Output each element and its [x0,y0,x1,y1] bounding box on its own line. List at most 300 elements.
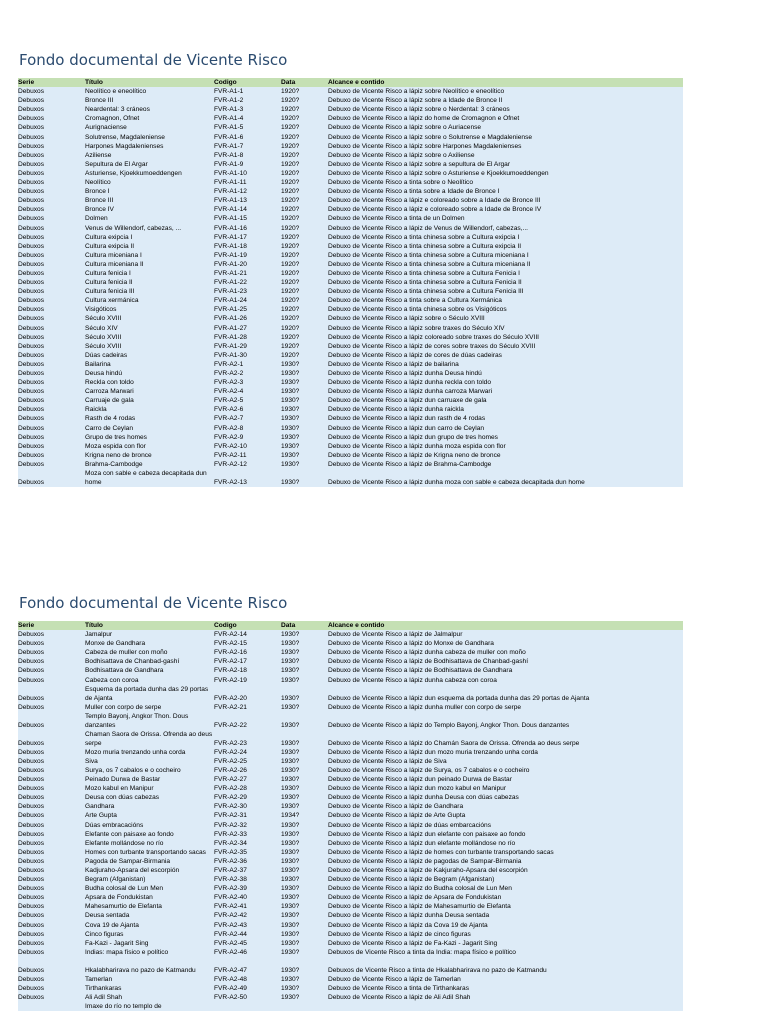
cell-data: 1920? [281,205,328,214]
cell-titulo: Mozo muria trenzando unha corda [85,748,214,757]
cell-alcance: Debuxo de Vicente Risco a lápiz de Venus de Willendorf, cabezas,... [328,223,683,232]
cell-alcance: Debuxo de Vicente Risco a lápiz de Ali Adil Shah [328,993,683,1002]
cell-data [281,1002,328,1011]
cell-serie: Debuxos [18,802,85,811]
cell-alcance: Debuxo de Vicente Risco a lápiz dunha reckla con toldo [328,378,683,387]
table-row [18,423,683,432]
header-serie: Serie [18,78,85,87]
cell-serie: Debuxos [18,187,85,196]
cell-titulo: Brahma-Cambodge [85,460,214,469]
cell-titulo: Aziliense [85,151,214,160]
cell-serie: Debuxos [18,342,85,351]
cell-data: 1930? [281,748,328,757]
cell-codigo: FVR-A2-29 [214,793,281,802]
cell-alcance: Debuxo de Vicente Risco a tinta sobre a Cultura Xermánica [328,296,683,305]
cell-codigo: FVR-A2-5 [214,396,281,405]
cell-alcance: Debuxo de Vicente Risco a lápiz dunha carroza Marwari [328,387,683,396]
cell-alcance: Debuxos de Vicente Risco a tinta da India: mapa físico e político [328,948,683,957]
cell-serie: Debuxos [18,875,85,884]
sheet-title: Fondo documental de Vicente Risco [19,51,288,69]
cell-serie: Debuxos [18,748,85,757]
cell-codigo: FVR-A1-6 [214,132,281,141]
cell-alcance: Debuxo de Vicente Risco a lápiz sobre a Idade de Bronce II [328,96,683,105]
table-row [18,223,683,232]
header-codigo: Codigo [214,621,281,630]
cell-serie: Debuxos [18,296,85,305]
table-row [18,685,683,703]
cell-codigo: FVR-A2-48 [214,975,281,984]
table-row [18,251,683,260]
cell-codigo: FVR-A1-7 [214,142,281,151]
cell-alcance: Debuxo de Vicente Risco a tinta chinesa sobre a Cultura Fenicia II [328,278,683,287]
cell-alcance: Debuxo de Vicente Risco a lápiz dun carro de Ceylan [328,423,683,432]
cell-serie: Debuxos [18,223,85,232]
cell-titulo: Visigóticos [85,305,214,314]
cell-data: 1930? [281,703,328,712]
cell-serie: Debuxos [18,160,85,169]
cell-codigo: FVR-A2-44 [214,930,281,939]
table-row [18,187,683,196]
cell-data: 1920? [281,233,328,242]
cell-serie: Debuxos [18,766,85,775]
cell-data: 1930? [281,902,328,911]
cell-data: 1930? [281,433,328,442]
table-row [18,857,683,866]
cell-codigo: FVR-A2-20 [214,685,281,703]
cell-titulo: Begram (Afganistan) [85,875,214,884]
cell-serie: Debuxos [18,442,85,451]
cell-serie: Debuxos [18,630,85,639]
cell-alcance: Debuxo de Vicente Risco a tinta de Tirthankaras [328,984,683,993]
cell-codigo: FVR-A1-19 [214,251,281,260]
cell-titulo: Surya, os 7 cabalos e o cocheiro [85,766,214,775]
header-titulo: Título [85,78,214,87]
table-row [18,875,683,884]
cell-data: 1930? [281,939,328,948]
cell-titulo: Pagoda de Sampar-Birmania [85,857,214,866]
table-row [18,433,683,442]
cell-alcance: Debuxo de Vicente Risco a lápiz de Bodhisattava de Chanbad-gashí [328,657,683,666]
cell-codigo: FVR-A1-12 [214,187,281,196]
cell-codigo: FVR-A1-1 [214,87,281,96]
cell-data: 1930? [281,666,328,675]
header-row [18,621,683,630]
cell-titulo: Bodhisattava de Gandhara [85,666,214,675]
cell-data: 1920? [281,269,328,278]
cell-serie: Debuxos [18,666,85,675]
cell-alcance: Debuxo de Vicente Risco a lápiz da Cova 19 de Ajanta [328,920,683,929]
cell-serie: Debuxos [18,648,85,657]
table-row [18,169,683,178]
cell-data: 1930? [281,396,328,405]
cell-codigo: FVR-A2-8 [214,423,281,432]
cell-data: 1930? [281,757,328,766]
cell-titulo: Harpones Magdalenienses [85,142,214,151]
table-row [18,712,683,730]
cell-data: 1930? [281,657,328,666]
table-row [18,469,683,487]
cell-codigo: FVR-A2-25 [214,757,281,766]
cell-alcance: Debuxo de Vicente Risco a tinta chinesa sobre a Cultura miceniana II [328,260,683,269]
cell-data: 1930? [281,857,328,866]
cell-codigo: FVR-A2-3 [214,378,281,387]
cell-data: 1920? [281,151,328,160]
cell-data: 1930? [281,451,328,460]
cell-data: 1930? [281,802,328,811]
table-row [18,414,683,423]
cell-codigo: FVR-A2-15 [214,639,281,648]
cell-codigo: FVR-A1-10 [214,169,281,178]
table-row [18,333,683,342]
cell-codigo: FVR-A2-38 [214,875,281,884]
cell-serie: Debuxos [18,784,85,793]
table-row [18,378,683,387]
table-row [18,360,683,369]
table-row [18,948,683,957]
cell-serie: Debuxos [18,142,85,151]
cell-alcance: Debuxo de Vicente Risco a lápiz sobre o Século XVIII [328,314,683,323]
cell-data: 1930? [281,766,328,775]
cell-titulo: Cultura miceniana II [85,260,214,269]
cell-serie: Debuxos [18,314,85,323]
cell-alcance: Debuxo de Vicente Risco a lápiz e coloreado sobre a Idade de Bronce IV [328,205,683,214]
cell-titulo: Cultura exipcia I [85,233,214,242]
cell-titulo: Neardental: 3 cráneos [85,105,214,114]
cell-titulo: Cova 19 de Ajanta [85,920,214,929]
cell-codigo: FVR-A2-4 [214,387,281,396]
cell-alcance: Debuxo de Vicente Risco a tinta chinesa sobre a Cultura Fenicia I [328,269,683,278]
table-row [18,630,683,639]
table-row [18,639,683,648]
table-row [18,323,683,332]
cell-titulo: Bronce III [85,96,214,105]
cell-titulo: Cultura xermánica [85,296,214,305]
cell-alcance [328,1002,683,1011]
cell-titulo: Gandhara [85,802,214,811]
table-row [18,214,683,223]
cell-serie: Debuxos [18,196,85,205]
cell-titulo: Tamerlan [85,975,214,984]
cell-codigo: FVR-A2-45 [214,939,281,948]
cell-titulo: Venus de Willendorf, cabezas, ... [85,223,214,232]
table-row [18,811,683,820]
cell-serie: Debuxos [18,387,85,396]
cell-serie: Debuxos [18,287,85,296]
cell-alcance: Debuxo de Vicente Risco a lápiz do Templo Bayonj, Angkor Thon. Dous danzantes [328,712,683,730]
cell-titulo: Elefante con paisaxe ao fondo [85,830,214,839]
table-row [18,387,683,396]
cell-alcance: Debuxo de Vicente Risco a tinta chinesa sobre a Cultura exipcia II [328,242,683,251]
cell-serie: Debuxos [18,451,85,460]
cell-data: 1930? [281,911,328,920]
cell-data: 1920? [281,132,328,141]
cell-titulo: Século XVIII [85,333,214,342]
cell-alcance: Debuxo de Vicente Risco a tinta chinesa sobre a Cultura exipcia I [328,233,683,242]
cell-codigo: FVR-A1-16 [214,223,281,232]
cell-titulo: Cultura fenicia III [85,287,214,296]
cell-serie: Debuxos [18,178,85,187]
cell-titulo: Bronce IV [85,205,214,214]
table-row [18,287,683,296]
cell-data: 1920? [281,196,328,205]
cell-serie: Debuxos [18,333,85,342]
cell-titulo: Dúas cadeiras [85,351,214,360]
cell-alcance: Debuxo de Vicente Risco a lápiz sobre traxes do Século XIV [328,323,683,332]
cell-codigo: FVR-A2-12 [214,460,281,469]
cell-alcance: Debuxo de Vicente Risco a lápiz dunha cabeza de muller con moño [328,648,683,657]
cell-serie: Debuxos [18,811,85,820]
cell-alcance: Debuxo de Vicente Risco a lápiz dunha muller con corpo de serpe [328,703,683,712]
cell-alcance: Debuxos de Vicente Risco a tinta de Hkalabharirava no pazo de Katmandu [328,966,683,975]
table-row [18,657,683,666]
cell-titulo: Grupo de tres homes [85,433,214,442]
cell-codigo: FVR-A2-40 [214,893,281,902]
cell-codigo: FVR-A1-27 [214,323,281,332]
cell-data: 1930? [281,784,328,793]
cell-serie: Debuxos [18,839,85,848]
cell-data: 1920? [281,296,328,305]
cell-alcance: Debuxo de Vicente Risco a lápiz de Kakjuraho-Apsara del escorpión [328,866,683,875]
cell-titulo: Moza espida con flor [85,442,214,451]
cell-codigo: FVR-A1-13 [214,196,281,205]
cell-serie: Debuxos [18,305,85,314]
cell-serie [18,1002,85,1011]
cell-titulo: Siva [85,757,214,766]
table-row [18,233,683,242]
cell-alcance: Debuxo de Vicente Risco a lápiz dun esquema da portada dunha das 29 portas de Ajanta [328,685,683,703]
cell-titulo: Carruaje de gala [85,396,214,405]
cell-alcance: Debuxo de Vicente Risco a lápiz de pagodas de Sampar-Birmania [328,857,683,866]
cell-codigo: FVR-A2-26 [214,766,281,775]
cell-alcance: Debuxo de Vicente Risco a lápiz de Mahesamurtio de Elefanta [328,902,683,911]
table-row [18,205,683,214]
cell-data: 1920? [281,142,328,151]
cell-alcance: Debuxo de Vicente Risco a lápiz sobre o Solutrense e Magdaleniense [328,132,683,141]
header-alcance: Alcance e contido [328,78,683,87]
cell-serie: Debuxos [18,242,85,251]
table-row [18,87,683,96]
cell-codigo: FVR-A2-1 [214,360,281,369]
cell-alcance: Debuxo de Vicente Risco a lápiz de Surya, os 7 cabalos e o cocheiro [328,766,683,775]
table-row [18,966,683,975]
table-row [18,902,683,911]
cell-data: 1930? [281,966,328,975]
cell-serie: Debuxos [18,251,85,260]
cell-alcance: Debuxo de Vicente Risco a lápiz dun mozo muria trenzando unha corda [328,748,683,757]
header-data: Data [281,78,328,87]
cell-data: 1930? [281,469,328,487]
cell-data: 1930? [281,920,328,929]
cell-codigo: FVR-A1-15 [214,214,281,223]
cell-serie: Debuxos [18,469,85,487]
cell-codigo: FVR-A2-2 [214,369,281,378]
cell-alcance: Debuxo de Vicente Risco a lápiz de Arte Gupta [328,811,683,820]
cell-serie: Debuxos [18,639,85,648]
cell-titulo: Dolmen [85,214,214,223]
table-row [18,396,683,405]
cell-serie: Debuxos [18,369,85,378]
cell-codigo: FVR-A2-36 [214,857,281,866]
table-row [18,351,683,360]
cell-alcance: Debuxo de Vicente Risco a lápiz dun grupo de tres homes [328,433,683,442]
table-row [18,784,683,793]
cell-titulo: Krigna neno de bronce [85,451,214,460]
table-row [18,105,683,114]
cell-serie: Debuxos [18,884,85,893]
cell-serie: Debuxos [18,396,85,405]
cell-titulo: Século XVIII [85,342,214,351]
cell-data: 1930? [281,893,328,902]
cell-serie: Debuxos [18,214,85,223]
table-row [18,884,683,893]
cell-alcance: Debuxo de Vicente Risco a lápiz do Monxe de Gandhara [328,639,683,648]
cell-codigo: FVR-A2-42 [214,911,281,920]
cell-codigo: FVR-A1-20 [214,260,281,269]
cell-data: 1930? [281,775,328,784]
cell-serie: Debuxos [18,902,85,911]
cell-data: 1920? [281,105,328,114]
cell-alcance: Debuxo de Vicente Risco a lápiz sobre a sepultura de El Argar [328,160,683,169]
cell-serie: Debuxos [18,948,85,957]
cell-serie: Debuxos [18,378,85,387]
cell-serie: Debuxos [18,966,85,975]
cell-titulo: Século XIV [85,323,214,332]
cell-alcance: Debuxo de Vicente Risco a lápiz sobre Harpones Magdalenienses [328,142,683,151]
cell-serie: Debuxos [18,105,85,114]
cell-serie: Debuxos [18,132,85,141]
table-row [18,775,683,784]
cell-data: 1920? [281,87,328,96]
table-row [18,930,683,939]
cell-codigo: FVR-A1-14 [214,205,281,214]
cell-titulo: Fa-Kazi - Jagarit Sing [85,939,214,948]
cell-data: 1930? [281,875,328,884]
cell-titulo: Dúas embracacións [85,820,214,829]
table-row [18,260,683,269]
cell-titulo: Jamalpur [85,630,214,639]
cell-alcance: Debuxo de Vicente Risco a lápiz dun mozo kabul en Manipur [328,784,683,793]
cell-titulo: Asturiense, Kjoekkumoeddengen [85,169,214,178]
cell-data: 1930? [281,360,328,369]
cell-titulo: Cinco figuras [85,930,214,939]
cell-serie: Debuxos [18,939,85,948]
cell-serie: Debuxos [18,87,85,96]
cell-alcance: Debuxo de Vicente Risco a tinta chinesa sobre a Cultura Fenicia III [328,287,683,296]
cell-codigo: FVR-A2-21 [214,703,281,712]
cell-titulo: Mahesamurtio de Elefanta [85,902,214,911]
table-row [18,730,683,748]
cell-alcance: Debuxo de Vicente Risco a tinta de un Dolmen [328,214,683,223]
cell-data: 1920? [281,160,328,169]
cell-alcance: Debuxo de Vicente Risco a lápiz sobre o Asturiense e Kjoekkumoeddengen [328,169,683,178]
cell-codigo: FVR-A2-22 [214,712,281,730]
cell-titulo: Kadjuraho-Apsara del escorpión [85,866,214,875]
cell-serie: Debuxos [18,460,85,469]
cell-titulo: Cabeza de muller con moño [85,648,214,657]
cell-alcance: Debuxo de Vicente Risco a lápiz de dúas embarcacións [328,820,683,829]
sheet-2 [18,591,683,1011]
cell-titulo: Deusa sentada [85,911,214,920]
table-row [18,314,683,323]
cell-data: 1930? [281,948,328,957]
cell-titulo: Mozo kabul en Manipur [85,784,214,793]
cell-serie: Debuxos [18,123,85,132]
table-row [18,151,683,160]
cell-data: 1930? [281,630,328,639]
cell-titulo: Ali Adil Shah [85,993,214,1002]
cell-serie: Debuxos [18,169,85,178]
cell-codigo: FVR-A1-25 [214,305,281,314]
cell-data: 1920? [281,242,328,251]
cell-data: 1934? [281,811,328,820]
cell-titulo: Peinado Durwa de Bastar [85,775,214,784]
cell-titulo: Carro de Ceylan [85,423,214,432]
cell-titulo: Neolítico [85,178,214,187]
cell-titulo: Raickla [85,405,214,414]
cell-titulo: Apsara de Fondukistan [85,893,214,902]
cell-titulo: Muller con corpo de serpe [85,703,214,712]
cell-alcance: Debuxo de Vicente Risco a lápiz de cinco figuras [328,930,683,939]
cell-alcance: Debuxo de Vicente Risco a tinta chinesa sobre os Visigóticos [328,305,683,314]
table-row [18,114,683,123]
cell-data: 1920? [281,323,328,332]
cell-codigo: FVR-A2-14 [214,630,281,639]
cell-titulo: Deusa con dúas cabezas [85,793,214,802]
cell-alcance: Debuxo de Vicente Risco a lápiz sobre o Nerdental: 3 cráneos [328,105,683,114]
cell-codigo: FVR-A2-6 [214,405,281,414]
cell-alcance: Debuxo de Vicente Risco a lápiz de Siva [328,757,683,766]
table-row [18,839,683,848]
cell-serie: Debuxos [18,920,85,929]
cell-alcance: Debuxo de Vicente Risco a lápiz de Brahma-Cambodge [328,460,683,469]
cell-codigo: FVR-A1-17 [214,233,281,242]
cell-codigo: FVR-A1-29 [214,342,281,351]
cell-data: 1920? [281,260,328,269]
cell-titulo: Moza con sable e cabeza decapitada dun home [85,469,214,487]
cell-alcance: Debuxo de Vicente Risco a lápiz dun rasth de 4 rodas [328,414,683,423]
cell-titulo: Carroza Marwari [85,387,214,396]
cell-data: 1920? [281,314,328,323]
cell-alcance: Debuxo de Vicente Risco a lápiz de cores sobre traxes do Século XVIII [328,342,683,351]
cell-alcance: Debuxo de Vicente Risco a tinta sobre o Neolítico [328,178,683,187]
cell-alcance: Debuxo de Vicente Risco a lápiz e coloreado sobre a Idade de Bronce III [328,196,683,205]
cell-titulo: Bronce III [85,196,214,205]
cell-serie: Debuxos [18,151,85,160]
cell-data: 1920? [281,123,328,132]
table-row [18,648,683,657]
table-row [18,196,683,205]
cell-codigo: FVR-A2-46 [214,948,281,957]
cell-codigo: FVR-A1-8 [214,151,281,160]
cell-codigo: FVR-A2-28 [214,784,281,793]
cell-serie: Debuxos [18,712,85,730]
cell-codigo: FVR-A1-5 [214,123,281,132]
cell-titulo: Chaman Saora de Orissa. Ofrenda ao deus serpe [85,730,213,747]
cell-alcance: Debuxo de Vicente Risco a lápiz de cores de dúas cadeiras [328,351,683,360]
cell-codigo: FVR-A1-28 [214,333,281,342]
cell-titulo: Sepultura de El Argar [85,160,214,169]
cell-codigo: FVR-A1-18 [214,242,281,251]
cell-data: 1930? [281,848,328,857]
cell-serie: Debuxos [18,260,85,269]
table-row [18,893,683,902]
cell-alcance: Debuxo de Vicente Risco a lápiz do home de Cromagnon e Ofnet [328,114,683,123]
table-row [18,451,683,460]
cell-codigo: FVR-A1-2 [214,96,281,105]
cell-data: 1920? [281,178,328,187]
cell-titulo: Budha colosal de Lun Men [85,884,214,893]
table-row [18,123,683,132]
